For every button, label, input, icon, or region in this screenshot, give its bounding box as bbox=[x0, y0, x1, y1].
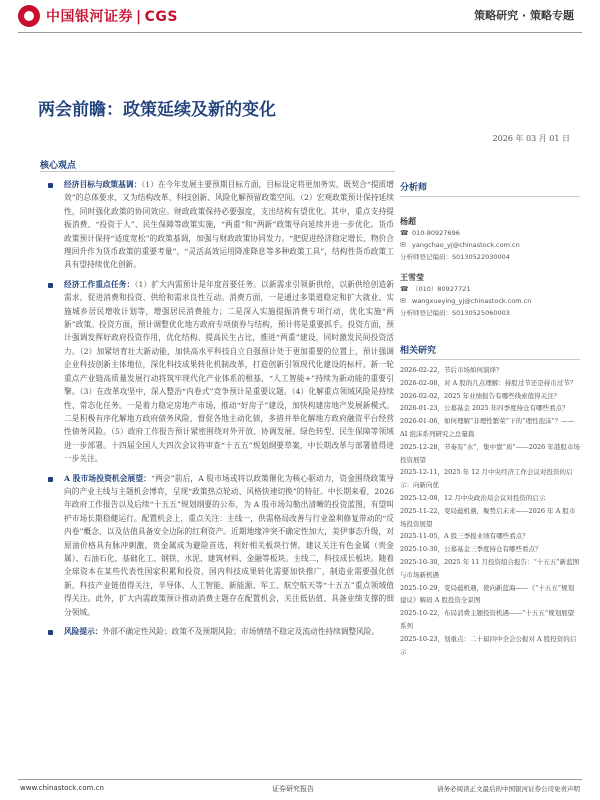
related-research-item[interactable]: 2026-02-08，对 A 股的几点理解：持股过节还是持币过节？ bbox=[400, 378, 577, 387]
report-title: 两会前瞻：政策延续及新的变化 bbox=[38, 100, 276, 120]
company-logo bbox=[18, 5, 178, 27]
related-research-item[interactable]: 2025-10-22，布局消费主题投资机遇——“十五五”规划展望系列 bbox=[400, 609, 575, 630]
core-view-content bbox=[44, 178, 394, 644]
related-research-item[interactable]: 2026-02-02，2025 年业绩报告有哪些线索值得关注？ bbox=[400, 391, 561, 400]
footer-doc-type: 证券研究报告 bbox=[272, 785, 314, 793]
phone-icon: ☎ bbox=[400, 285, 409, 293]
analyst-registration: 分析师登记编码：S0130522030004 bbox=[400, 253, 510, 261]
bullet-economic-targets bbox=[44, 178, 394, 272]
analyst-email[interactable]: ✉ wangxueying_yj@chinastock.com.cn bbox=[400, 297, 532, 305]
analyst-phone: ☎ （010）80927721 bbox=[400, 285, 471, 293]
bullet-a-share-outlook bbox=[44, 472, 394, 619]
email-icon: ✉ bbox=[400, 297, 406, 305]
email-icon: ✉ bbox=[400, 241, 406, 249]
related-research-item[interactable]: 2025-10-30，公募基金三季度持仓有哪些看点？ bbox=[400, 545, 542, 554]
analyst-card bbox=[400, 215, 580, 263]
analyst-section-label: 分析师 bbox=[400, 178, 580, 197]
report-date: 2026 年 03 月 01 日 bbox=[492, 134, 570, 143]
related-research-item[interactable]: 2025-12-28，节奏有“水”，集中靠“质”——2026 年港股市场投资展望 bbox=[400, 442, 580, 464]
related-research-item[interactable]: 2026-01-06，如何理解“非理性繁荣”下的“理性泡沫”？——AI 泡沫系列研究之总量篇 bbox=[400, 417, 575, 438]
analyst-phone: ☎ 010-80927696 bbox=[400, 229, 460, 237]
bullet-square-icon bbox=[48, 183, 53, 188]
related-research-item[interactable]: 2026-01-23，公募基金 2025 年四季度持仓有哪些看点？ bbox=[400, 404, 569, 413]
analyst-registration: 分析师登记编码：S0130525060003 bbox=[400, 309, 510, 317]
related-research-item[interactable]: 2025-11-22，变局蕴机遇，聚势启未来——2026 年 A 股市场投资展望 bbox=[400, 506, 576, 528]
bullet-heading: 风险提示： bbox=[64, 627, 103, 636]
related-research-list bbox=[400, 364, 580, 658]
analyst-name: 王雪莹 bbox=[400, 272, 424, 282]
footer-divider bbox=[18, 779, 582, 780]
page-header bbox=[0, 0, 600, 36]
sidebar bbox=[400, 178, 580, 658]
related-research-item[interactable]: 2025-12-08，12 月中央政治局会议对投资的启示 bbox=[400, 493, 546, 502]
footer-website[interactable]: www.chinastock.com.cn bbox=[20, 784, 104, 792]
bullet-risk-warning bbox=[44, 625, 394, 638]
phone-icon: ☎ bbox=[400, 229, 409, 237]
related-research-label: 相关研究 bbox=[400, 341, 580, 360]
bullet-heading: 经济目标与政策基调： bbox=[64, 180, 142, 189]
related-research-item[interactable]: 2025-10-29，变局蕴机遇，使向新蓝海——《“十五五”规划建议》解码 A 股投资全景图 bbox=[400, 583, 575, 605]
related-research-item[interactable]: 2025-12-11，2025 年 12 月中央经济工作会议对投资的启示：向新向优 bbox=[400, 468, 573, 490]
logo-text: 中国银河证券 | CGS bbox=[46, 9, 178, 25]
bullet-heading: 经济工作重点任务： bbox=[64, 279, 135, 289]
analyst-name: 杨超 bbox=[400, 216, 416, 226]
galaxy-logo-icon bbox=[18, 5, 40, 27]
report-category: 策略研究 · 策略专题 bbox=[474, 9, 574, 22]
related-research-item[interactable]: 2026-02-22，节后市场如何演绎？ bbox=[400, 366, 503, 374]
bullet-square-icon bbox=[48, 630, 53, 635]
analyst-card bbox=[400, 271, 580, 319]
core-view-label: 核心观点 bbox=[40, 161, 77, 171]
core-view-divider bbox=[40, 171, 395, 172]
analyst-email[interactable]: ✉ yangchao_yj@chinastock.com.cn bbox=[400, 241, 520, 249]
bullet-body: “两会”前后，A 股市场或将以政策催化为核心驱动力，资金围绕政策导向的产业主线与主题机会博弈，呈现“政策热点轮动、风格快速切换”的特征。中长期来看，2026 年政府工作报告以及后续“十五五”规划纲要的公布，为 A 股市场勾勒出清晰的投资蓝图，有望叫护市场长期稳健运行。配置机会上，重点关注：主线一，供需格局改善与行业盈利修复带动的“反内卷”概念，以及估值具备安全边际的红利资产。近期地缘冲突不确定性加大，美伊事态升级，对原油价格具有脉冲刺激，贵金属成为避险首选，利好相关板块行情。建议关注有色金属（贵金属）、石油石化、基础化工、钢铁、水泥、建筑材料、金融等板块。主线二，科技成长板块。随着全球资本在某些代表性国家积累和投资，国内科技成果转化需要加快推广，制造业需要强化创新，科技产业链值得关注，半导体、人工智能、新能源、军工、航空航天等“十五五”重点领域值得关注。此外，扩大内需政策预计推动消费主题存在配置机会，关注低估值、具备业绩支撑的细分领域。 bbox=[64, 473, 394, 617]
bullet-body: 外部不确定性风险；政策不及预期风险；市场情绪不稳定及流动性持续调整风险。 bbox=[102, 627, 380, 636]
bullet-square-icon bbox=[48, 283, 53, 288]
related-research-item[interactable]: 2025-11-05，A 股三季报业绩有哪些看点？ bbox=[400, 532, 529, 541]
footer-disclaimer: 请务必阅读正文最后的中国银河证券公司免责声明 bbox=[437, 785, 580, 793]
bullet-square-icon bbox=[48, 477, 53, 482]
bullet-heading: A 股市场投资机会展望： bbox=[64, 473, 152, 483]
related-research-item[interactable]: 2025-10-30，2025 年 11 月投资组合报告：“十五五”新蓝图与市场新机遇 bbox=[400, 557, 580, 579]
bullet-key-tasks bbox=[44, 278, 394, 466]
related-research-item[interactable]: 2025-10-23，划重点：二十届四中全会公报对 A 股投资的启示 bbox=[400, 634, 577, 656]
bullet-body: （1）扩大内需预计是年度首要任务。以新需求引领新供给，以新供给创造新需求，促进消费和投资、供给和需求良性互动。消费方面，一是通过多渠道稳定和扩大就业、实施城乡居民增收计划等，增强居民消费能力；二是深入实施提振消费专项行动，优化实施“两新”政策。投资方面，预计调整优化地方政府专项债券与结构，预计将是重要抓手。投资方面，预计强调发挥好政府投资作用，优化结构、提高民生占比，推进“两重”建设，同时激发民间投资活力。（2）加紧培育壮大新动能，加快高水平科技自立自强预计处于更加重要的位置上，预计强调企业科技创新主体地位，深化科技成果转化机制改革，打造创新引领现代化建设的标杆。新一轮重点产业链高质量发展行动将筑牢现代化产业体系的根基，“人工智能+”持续为新动能的重要引擎。（3）在改革攻坚中，深入整治“内卷式”竞争预计是重要议题。（4）化解重点领域风险是持续性、常态化任务。一是着力稳定房地产市场，推动“好房子”建设，加快构建房地产发展新模式。二是积极有序化解地方政府债务风险，督促各地主动化债，多措并举化解地方政府融资平台经营性债务风险。（5）政府工作报告预计紧密围绕对外开放、协调发展、绿色转型、民生保障等领域进一步部署。十四届全国人大四次会议将审查“十五五”规划纲要草案，中长期改革与部署值得进一步关注。 bbox=[64, 279, 394, 464]
header-divider bbox=[18, 32, 582, 33]
bullet-body: （1）在今年发展主要预期目标方面，目标设定将更加务实，既契合“提质增效”的总体要求，又为结构改革、科技创新、风险化解预留政策空间。（2）宏观政策预计保持延续性，同时强化政策的协同效应。财政政策保持必要强度，支出结构有望优化。其中，重点支持提振消费、“投资于人”、民生保障等政策实施，“两重”和“两新”政策导向延续并进一步优化。货币政策预计保持“适度宽松”的政策基调，加强与财政政策协同发力。“把促进经济稳定增长、物价合理回升作为货币政策的重要考量”，“灵活高效运用降准降息等多种政策工具”，结构性货币政策工具有望持续优化创新。 bbox=[64, 180, 394, 270]
